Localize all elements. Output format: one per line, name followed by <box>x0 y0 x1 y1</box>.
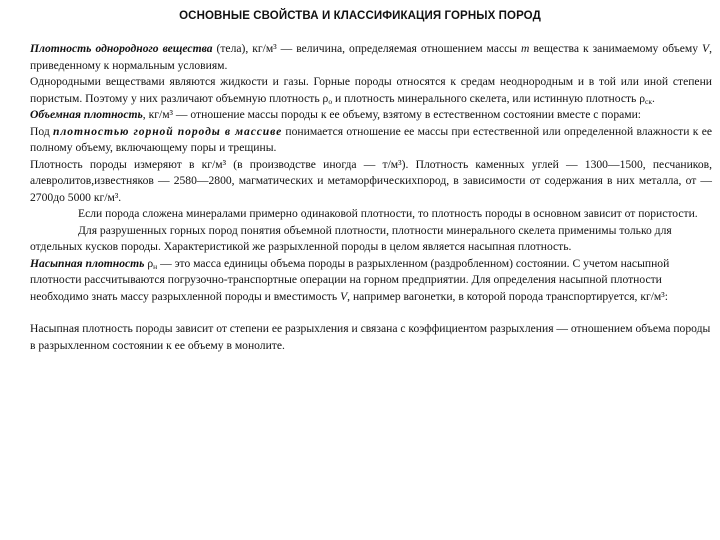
paragraph-homogeneous-density <box>30 41 712 74</box>
paragraph-massif-density <box>30 124 712 157</box>
term-bulk-density: Объемная плотность <box>30 108 143 121</box>
text: , например вагонетки, в которой порода транспортируется, кг/м³: <box>347 289 668 303</box>
subscript: ск <box>645 96 653 106</box>
text: вещества к занимаемому объему <box>529 42 702 55</box>
term-homogeneous-density: Плотность однородного вещества <box>30 42 213 55</box>
text: Под <box>30 124 54 138</box>
paragraph-porosity <box>30 206 712 223</box>
text: понимается отношение ее массы при естественной или определенной влажности к ее полному объему, включающему поры и трещины. <box>30 124 712 154</box>
variable-m: m <box>521 42 530 55</box>
variable-v: V <box>702 42 710 55</box>
variable-v: V <box>340 289 348 303</box>
text: и плотность минерального скелета, или истинную плотность ρ <box>332 91 646 105</box>
paragraph-density-values <box>30 157 712 207</box>
subscript: н <box>153 261 158 271</box>
text: ρ <box>144 256 154 270</box>
text: Однородными веществами являются жидкости и газы. Горные породы относятся к средам неоднородным и в той или иной степени пористым. Поэтому у них различают объемную плотность ρ <box>30 75 712 105</box>
subscript: о <box>328 96 333 106</box>
text: , приведенному к нормальным условиям. <box>30 42 712 72</box>
paragraph-loose-density <box>30 256 712 306</box>
text: — это масса единицы объема породы в разрыхленном (раздробленном) состоянии. С учетом насыпной плотности рассчитываются погрузочно-транспортные операции на горном предприятии. Для определения насыпной плотности необходимо знать массу разрыхленной породы и вместимость <box>30 256 670 303</box>
paragraph-loosening-coefficient <box>30 321 712 354</box>
term-massif-density: плотностью горной породы в массиве <box>53 124 283 138</box>
document-body <box>30 41 712 354</box>
text: (тела), кг/м³ — величина, определяемая отношением массы <box>212 42 522 55</box>
paragraph-bulk-density <box>30 107 712 124</box>
text: Насыпная плотность породы зависит от степени ее разрыхления и связана с коэффициентом разрыхления — отношением объема породы в разрыхленном состоянии к ее объему в монолите. <box>30 322 711 352</box>
term-loose-density: Насыпная плотность <box>30 256 145 270</box>
paragraph-destroyed-rocks <box>30 223 712 256</box>
text: Если порода сложена минералами примерно одинаковой плотности, то плотность породы в основном зависит от пористости. <box>78 207 698 220</box>
text: Плотность породы измеряют в кг/м³ (в производстве иногда — т/м³). Плотность каменных углей — 1300—1500, песчаников, алевролитов,известняков — 2580—2800, магматических и метаморфическихпород, в зависимости от содержания в них металла, от — 2700до 5000 кг/м³. <box>30 157 712 204</box>
page-title: ОСНОВНЫЕ СВОЙСТВА И КЛАССИФИКАЦИЯ ГОРНЫХ ПОРОД <box>179 10 541 22</box>
paragraph-homogeneous-substances <box>30 74 712 107</box>
text: , кг/м³ — отношение массы породы к ее объему, взятому в естественном состоянии вместе с порами: <box>142 108 642 121</box>
text: . <box>652 91 655 105</box>
spacer <box>30 305 712 321</box>
text: Для разрушенных горных пород понятия объемной плотности, плотности минерального скелета применимы только для отдельных кусков породы. Характеристикой же разрыхленной породы в целом является насыпная плотность. <box>30 223 672 253</box>
